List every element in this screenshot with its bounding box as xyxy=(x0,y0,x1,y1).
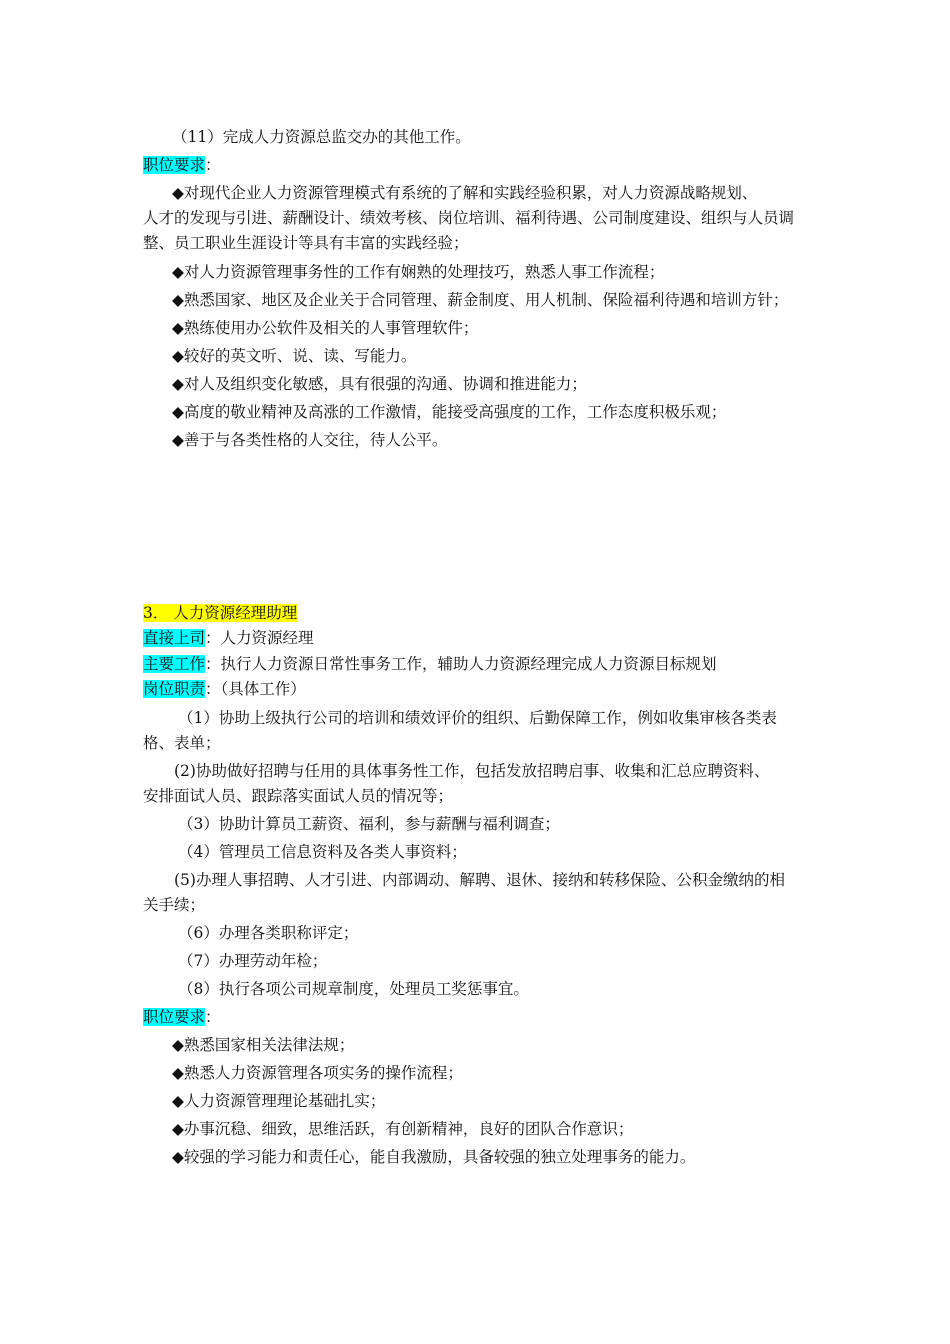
requirement-5: ◆较好的英文听、说、读、写能力。 xyxy=(172,347,417,365)
duty-item-11: （11）完成人力资源总监交办的其他工作。 xyxy=(172,128,471,146)
requirement-1-line-1: ◆对现代企业人力资源管理模式有系统的了解和实践经验积累，对人力资源战略规划、 xyxy=(172,184,758,202)
requirement-b: ◆熟悉人力资源管理各项实务的操作流程； xyxy=(172,1064,463,1082)
requirement-8: ◆善于与各类性格的人交往，待人公平。 xyxy=(172,431,448,449)
requirement-a: ◆熟悉国家相关法律法规； xyxy=(172,1036,355,1054)
requirements-label-2: 职位要求 xyxy=(143,1008,206,1026)
duty-5-line-2: 关手续； xyxy=(143,896,206,914)
job-duties-value: ：（具体工作） xyxy=(205,680,306,698)
requirement-4: ◆熟练使用办公软件及相关的人事管理软件； xyxy=(172,319,479,337)
requirement-6: ◆对人及组织变化敏感，具有很强的沟通、协调和推进能力； xyxy=(172,375,587,393)
requirements-colon-2: ： xyxy=(205,1008,221,1026)
direct-supervisor xyxy=(143,628,314,648)
requirement-d: ◆办事沉稳、细致，思维活跃，有创新精神，良好的团队合作意识； xyxy=(172,1120,634,1138)
requirements-heading xyxy=(143,155,221,175)
direct-supervisor-label: 直接上司 xyxy=(143,629,206,647)
main-work-value: ：执行人力资源日常性事务工作，辅助人力资源经理完成人力资源目标规划 xyxy=(205,655,717,673)
job-duties xyxy=(143,679,306,699)
requirement-3: ◆熟悉国家、地区及企业关于合同管理、薪金制度、用人机制、保险福利待遇和培训方针； xyxy=(172,291,789,309)
requirement-e: ◆较强的学习能力和责任心，能自我激励，具备较强的独立处理事务的能力。 xyxy=(172,1148,696,1166)
requirement-1-line-2: 人才的发现与引进、薪酬设计、绩效考核、岗位培训、福利待遇、公司制度建设、组织与人员调 xyxy=(143,209,795,227)
requirement-1-line-3: 整、员工职业生涯设计等具有丰富的实践经验； xyxy=(143,234,469,252)
requirements-label: 职位要求 xyxy=(143,156,206,174)
direct-supervisor-value: ：人力资源经理 xyxy=(205,629,314,647)
requirements-heading-2 xyxy=(143,1007,221,1027)
duty-8: （8）执行各项公司规章制度，处理员工奖惩事宜。 xyxy=(178,980,529,998)
job-duties-label: 岗位职责 xyxy=(143,680,206,698)
main-work xyxy=(143,654,717,674)
duty-5-line-1: (5)办理人事招聘、人才引进、内部调动、解聘、退休、接纳和转移保险、公积金缴纳的相 xyxy=(174,871,785,889)
duty-1-line-2: 格、表单； xyxy=(143,734,221,752)
requirement-c: ◆人力资源管理理论基础扎实； xyxy=(172,1092,386,1110)
duty-4: （4）管理员工信息资料及各类人事资料； xyxy=(178,843,467,861)
duty-1-line-1: （1）协助上级执行公司的培训和绩效评价的组织、后勤保障工作，例如收集审核各类表 xyxy=(178,709,777,727)
main-work-label: 主要工作 xyxy=(143,655,206,673)
duty-6: （6）办理各类职称评定； xyxy=(178,924,359,942)
duty-7: （7）办理劳动年检； xyxy=(178,952,328,970)
section-title xyxy=(143,603,297,623)
requirements-colon: ： xyxy=(205,156,221,174)
duty-2-line-1: (2)协助做好招聘与任用的具体事务性工作，包括发放招聘启事、收集和汇总应聘资料、 xyxy=(174,762,770,780)
duty-2-line-2: 安排面试人员、跟踪落实面试人员的情况等； xyxy=(143,787,454,805)
duty-3: （3）协助计算员工薪资、福利，参与薪酬与福利调查； xyxy=(178,815,560,833)
requirement-2: ◆对人力资源管理事务性的工作有娴熟的处理技巧，熟悉人事工作流程； xyxy=(172,263,665,281)
section-title-text: 3． 人力资源经理助理 xyxy=(143,604,298,622)
requirement-7: ◆高度的敬业精神及高涨的工作激情，能接受高强度的工作，工作态度积极乐观； xyxy=(172,403,727,421)
